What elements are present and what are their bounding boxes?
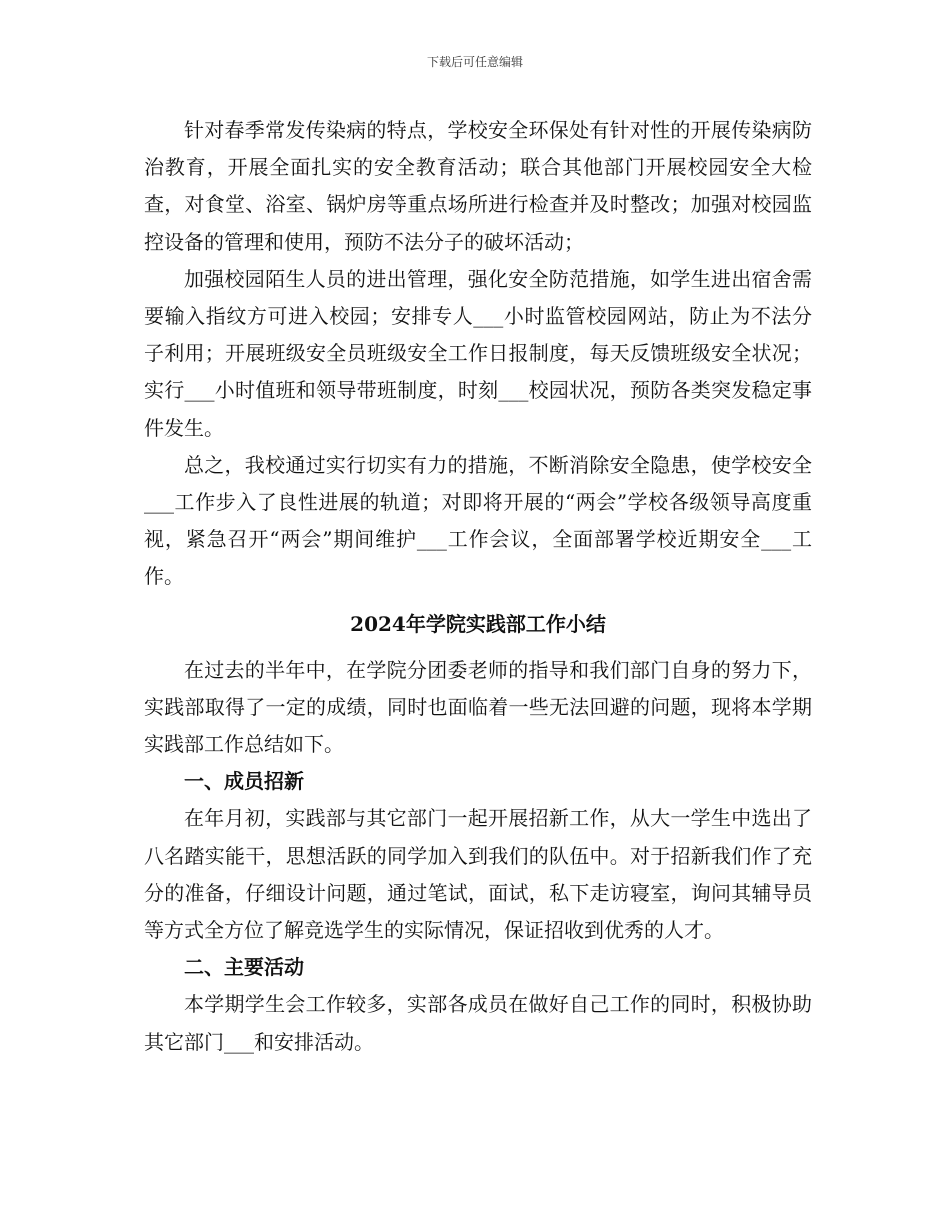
paragraph-visitor-management: 加强校园陌生人员的进出管理，强化安全防范措施，如学生进出宿舍需要输入指纹方可进入校园；安排专人___小时监管校园网站，防止为不法分子利用；开展班级安全员班级安全工作日报制度，每天反馈班级安全状况；实行___小时值班和领导带班制度，时刻___校园状况，预防各类突发稳定事件发生。 bbox=[144, 266, 812, 440]
document-body bbox=[144, 112, 812, 1061]
document-title: 2024年学院实践部工作小结 bbox=[350, 611, 606, 636]
page-header: 下载后可任意编辑 bbox=[426, 55, 523, 69]
paragraph-recruitment: 在年月初，实践部与其它部门一起开展招新工作，从大一学生中选出了八名踏实能干，思想活跃的同学加入到我们的队伍中。对于招新我们作了充分的准备，仔细设计问题，通过笔试，面试，私下走访寝室，询问其辅导员等方式全方位了解竞选学生的实际情况，保证招收到优秀的人才。 bbox=[144, 806, 812, 943]
section-heading-recruitment: 一、成员招新 bbox=[184, 769, 304, 794]
paragraph-intro: 在过去的半年中，在学院分团委老师的指导和我们部门自身的努力下，实践部取得了一定的成绩，同时也面临着一些无法回避的问题，现将本学期实践部工作总结如下。 bbox=[144, 657, 812, 757]
paragraph-summary: 总之，我校通过实行切实有力的措施，不断消除安全隐患，使学校安全___工作步入了良性进展的轨道；对即将开展的“两会”学校各级领导高度重视，紧急召开“两会”期间维护___工作会议，全面部署学校近期安全___工作。 bbox=[144, 452, 812, 589]
paragraph-epidemic-prevention: 针对春季常发传染病的特点，学校安全环保处有针对性的开展传染病防治教育，开展全面扎实的安全教育活动；联合其他部门开展校园安全大检查，对食堂、浴室、锅炉房等重点场所进行检查并及时整改；加强对校园监控设备的管理和使用，预防不法分子的破坏活动； bbox=[144, 118, 812, 254]
section-heading-activities: 二、主要活动 bbox=[184, 955, 304, 980]
paragraph-activities: 本学期学生会工作较多，实部各成员在做好自己工作的同时，积极协助其它部门___和安排活动。 bbox=[144, 992, 812, 1054]
